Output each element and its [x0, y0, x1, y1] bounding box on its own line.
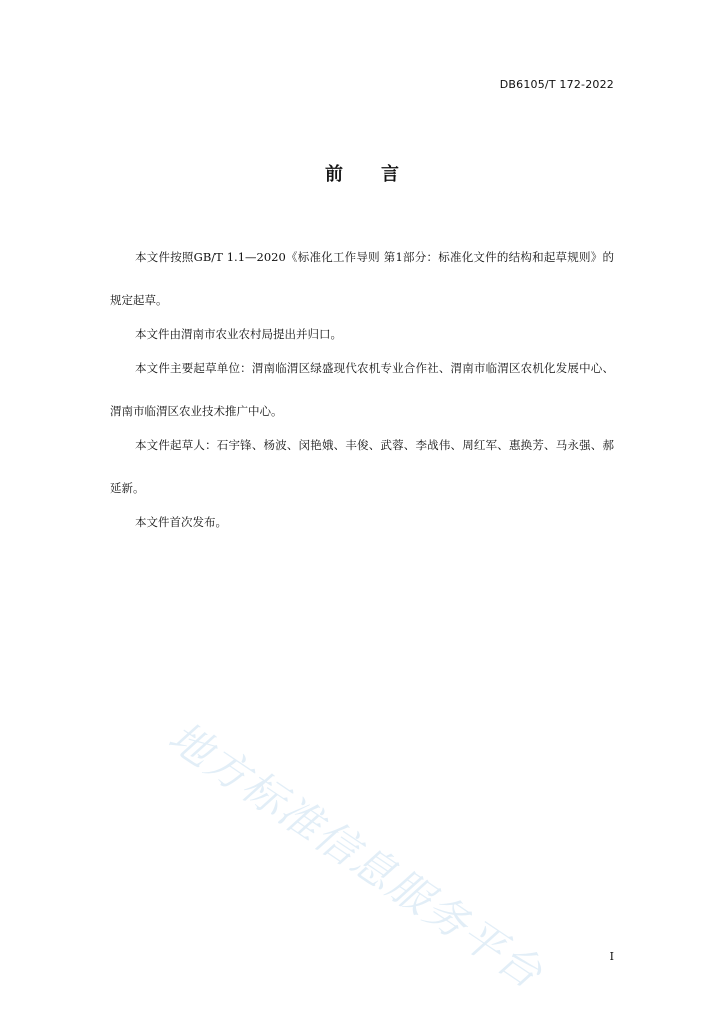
paragraph-drafting-basis: 本文件按照GB/T 1.1—2020《标准化工作导则 第1部分：标准化文件的结构和起草规则》的规定起草。 [110, 250, 614, 307]
watermark: 地方标准信息服务平台 [159, 711, 553, 999]
paragraph-first-release: 本文件首次发布。 [135, 515, 227, 529]
page-title: 前言 [325, 164, 437, 185]
paragraph-drafters: 本文件起草人：石宇锋、杨波、闵艳娥、丰俊、武蓉、李战伟、周红军、惠换芳、马永强、郝延新。 [110, 438, 614, 495]
document-code: DB6105/T 172-2022 [499, 78, 614, 91]
paragraph-drafting-units: 本文件主要起草单位：渭南临渭区绿盛现代农机专业合作社、渭南市临渭区农机化发展中心、渭南市临渭区农业技术推广中心。 [110, 361, 614, 418]
page-number: I [609, 950, 614, 963]
paragraph-proposer: 本文件由渭南市农业农村局提出并归口。 [135, 327, 342, 341]
body-text [110, 236, 614, 544]
